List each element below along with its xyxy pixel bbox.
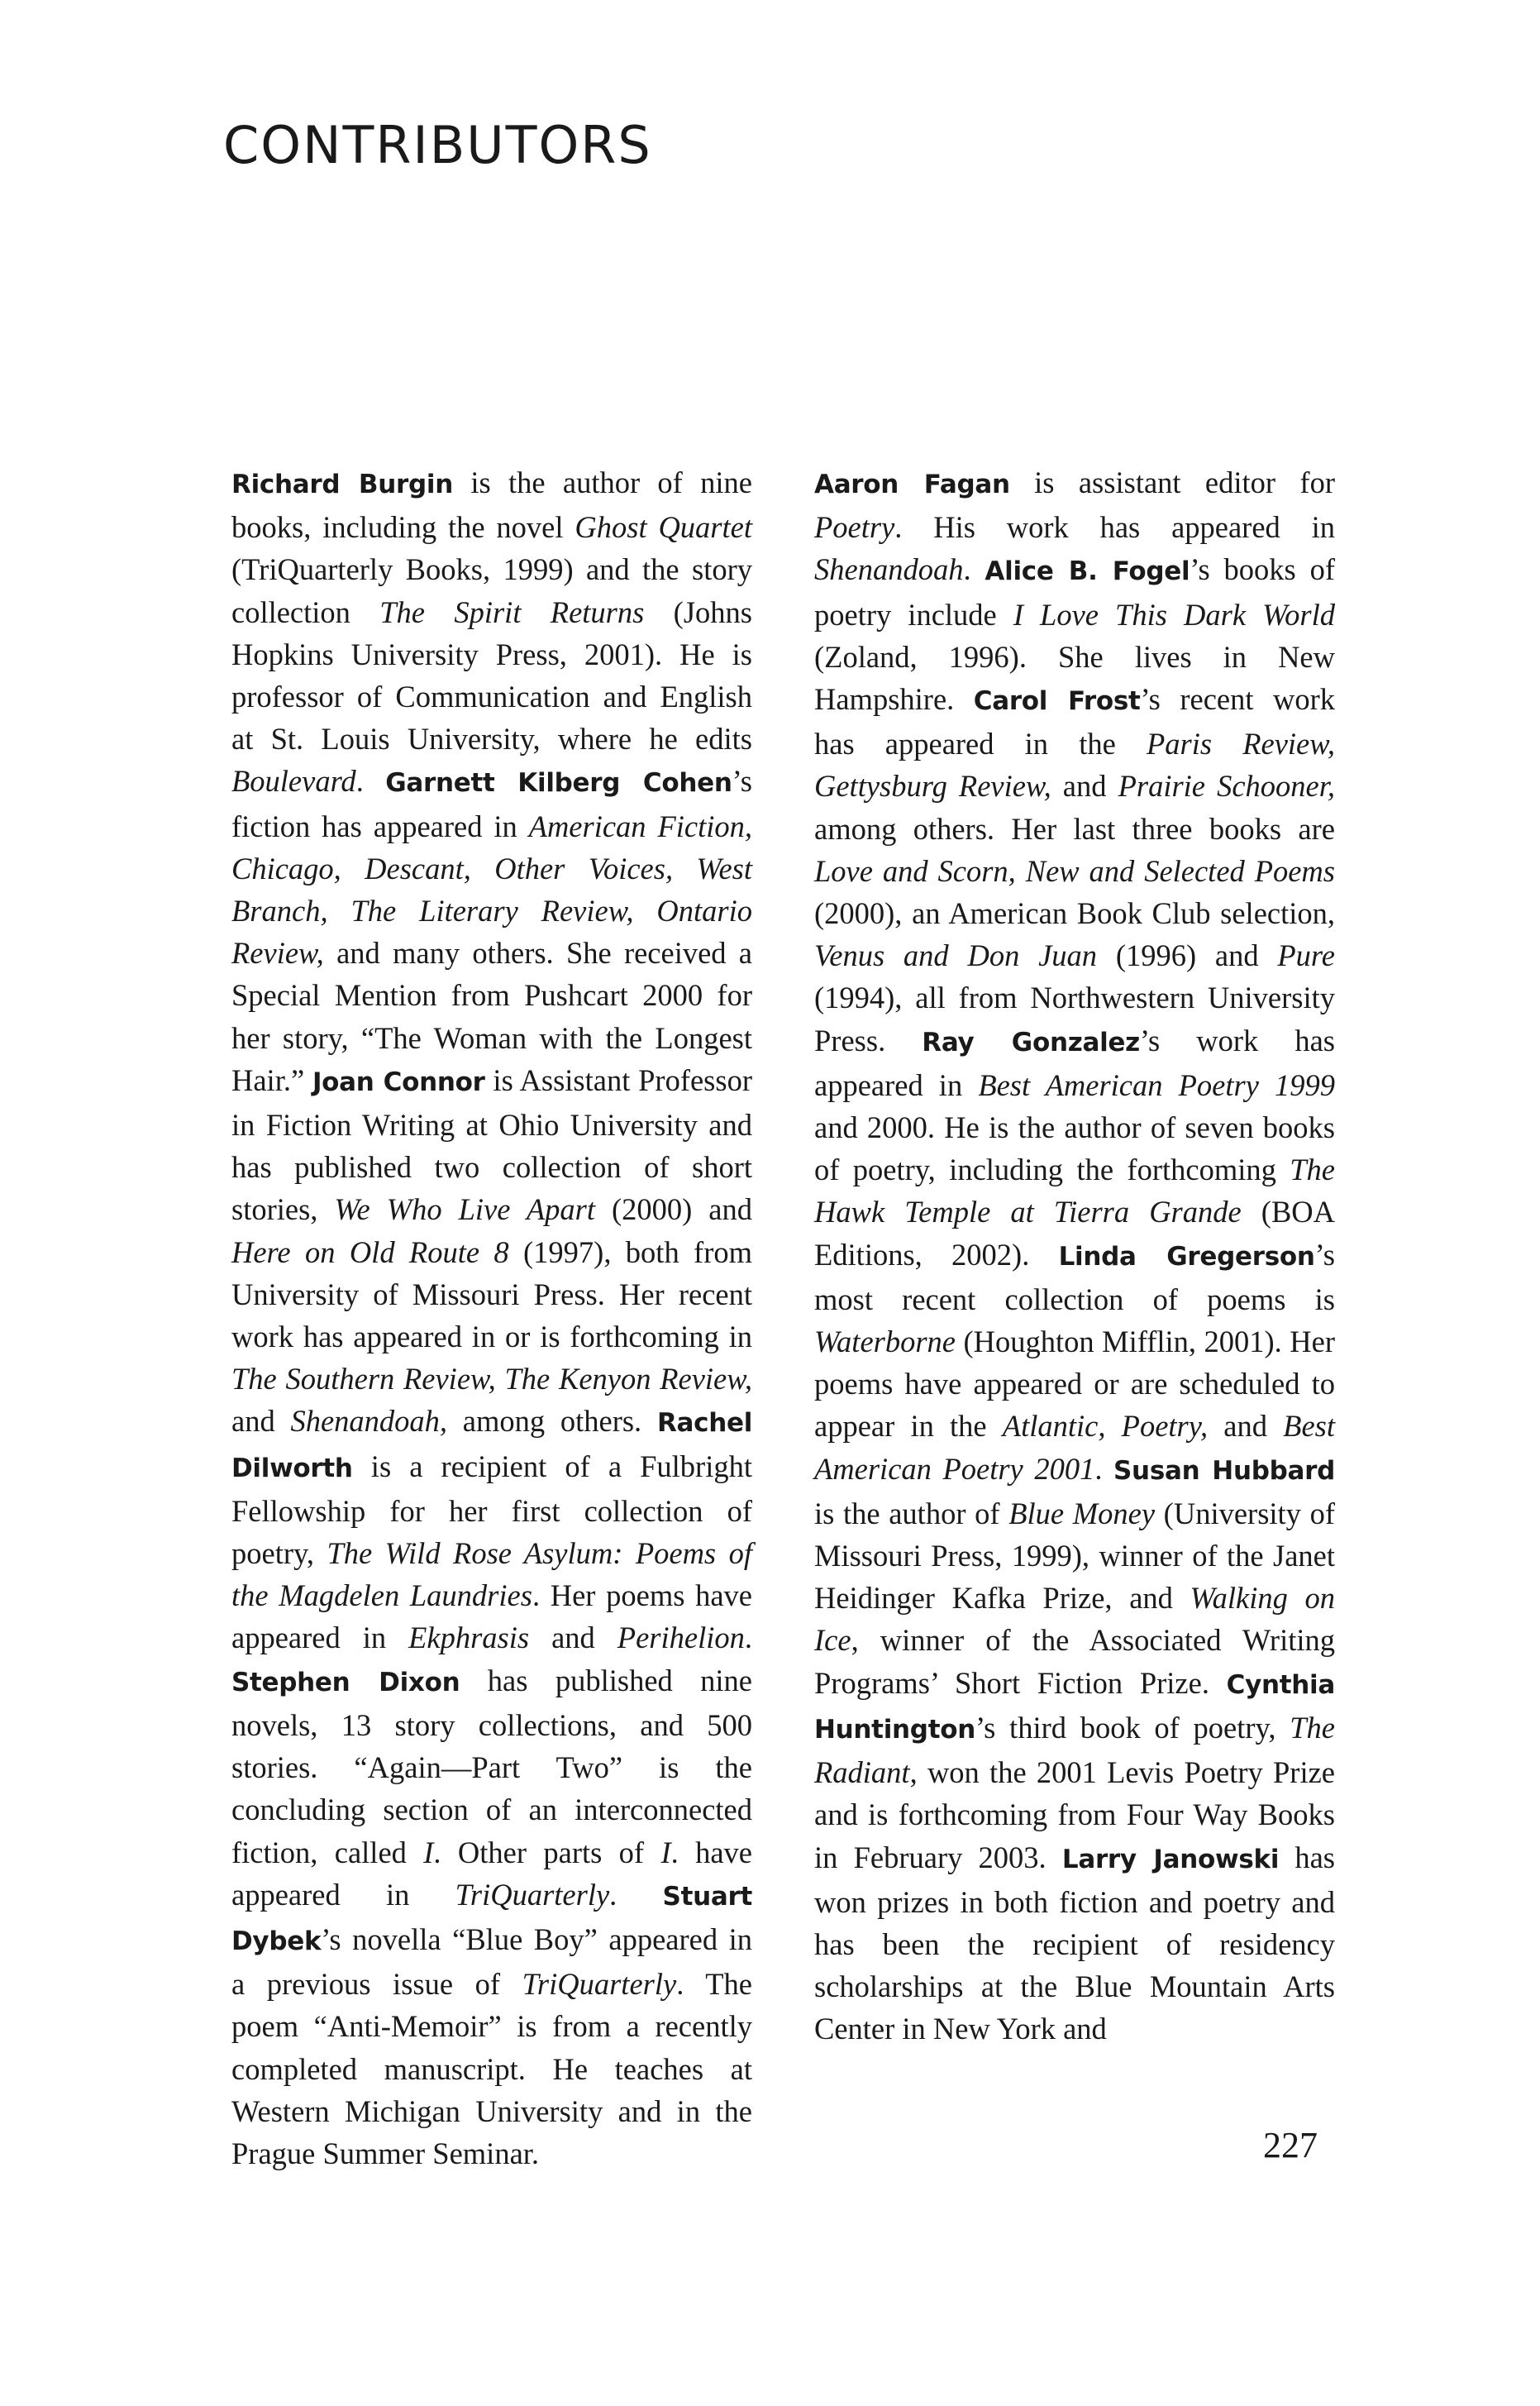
bio-title: Walking on Ice bbox=[814, 1581, 1335, 1658]
bio-title: Shenandoah, bbox=[290, 1404, 448, 1439]
bio-text: . have appeared in bbox=[231, 1835, 752, 1912]
bio-text: (Zoland, 1996). She lives in New Hampshire. bbox=[814, 639, 1335, 717]
bio-text: has published nine novels, 13 story collections, and 500 stories. “Again—Part Two” is the concluding section of an interconnected fiction, called bbox=[231, 1663, 752, 1869]
contributor-name: Stephen Dixon bbox=[231, 1667, 460, 1697]
contributor-name: Linda Gregerson bbox=[1058, 1241, 1315, 1272]
contributor-name: Carol Frost bbox=[973, 686, 1141, 717]
contributor-name: Richard Burgin bbox=[231, 470, 453, 499]
bio-text: novella “Blue Boy” appeared in a previous issue of bbox=[231, 1921, 752, 2002]
name-suffix: ’s bbox=[321, 1921, 341, 1956]
bio-title: Perihelion bbox=[617, 1621, 745, 1655]
bio-text: . bbox=[1094, 1451, 1103, 1486]
contributor-entry-connor bbox=[231, 1063, 752, 1439]
bio-text: work has appeared in bbox=[814, 1023, 1335, 1102]
bio-title: Blue Money bbox=[1008, 1496, 1156, 1530]
bio-text: and bbox=[529, 1621, 617, 1655]
name-suffix: ’s bbox=[1139, 1023, 1161, 1057]
bio-title: Here on Old Route 8 bbox=[231, 1234, 509, 1269]
bio-text: . His work has appeared in bbox=[894, 510, 1335, 545]
name-suffix: ’s bbox=[1314, 1237, 1335, 1272]
contributor-entry-frost bbox=[814, 682, 1335, 1057]
contributor-name: Joan Connor bbox=[312, 1067, 485, 1097]
bio-text: (Houghton Mifflin, 2001). Her poems have appeared or are scheduled to appear in the bbox=[814, 1325, 1335, 1444]
bio-title: Poetry bbox=[814, 510, 895, 545]
bio-text: (2000) and bbox=[594, 1192, 753, 1227]
bio-title: The Southern Review, The Kenyon Review, bbox=[231, 1362, 752, 1396]
bio-text: . bbox=[355, 764, 364, 799]
bio-text: . bbox=[744, 1621, 752, 1655]
bio-title: The Spirit Returns bbox=[379, 594, 645, 629]
bio-text: , won the 2001 Levis Poetry Prize and is forthcoming from Four Way Books in February 2003. bbox=[814, 1755, 1335, 1874]
contributor-entry-dybek bbox=[231, 1878, 752, 2170]
bio-title: Pure bbox=[1277, 938, 1335, 973]
bio-text: (University of Missouri Press, 1999), winner of the Janet Heidinger Kafka Prize, and bbox=[814, 1496, 1335, 1616]
bio-text: and bbox=[1208, 1409, 1284, 1444]
contributor-entry-hubbard bbox=[814, 1452, 1335, 1700]
contributor-entry-burgin bbox=[231, 465, 752, 798]
bio-text: . Other parts of bbox=[433, 1835, 661, 1869]
contributor-name: Larry Janowski bbox=[1061, 1844, 1280, 1874]
left-column bbox=[231, 461, 752, 2174]
bio-title: I bbox=[660, 1835, 671, 1869]
bio-text: recent work has appeared in the bbox=[814, 682, 1335, 761]
bio-text: (2000), an American Book Club selection, bbox=[814, 896, 1335, 931]
bio-title: Best American Poetry 1999 bbox=[978, 1067, 1335, 1102]
bio-text: is Assistant Professor in Fiction Writing at Ohio University and has published two collection of short stories, bbox=[231, 1062, 752, 1227]
contributor-name: Rachel Dilworth bbox=[231, 1408, 753, 1483]
bio-text: has won prizes in both fiction and poetry and has been the recipient of residency scholarships at the Blue Mountain Arts Center in New York and bbox=[814, 1840, 1336, 2046]
bio-title: TriQuarterly bbox=[522, 1967, 677, 2002]
contributor-entry-cohen bbox=[231, 764, 752, 1096]
bio-text: (1994), all from Northwestern University Press. bbox=[814, 981, 1335, 1057]
contributor-name: Susan Hubbard bbox=[1113, 1455, 1335, 1486]
contributor-entry-gregerson bbox=[814, 1238, 1335, 1486]
bio-text: (1996) and bbox=[1097, 938, 1278, 973]
contributor-name: Stuart Dybek bbox=[231, 1881, 752, 1956]
name-suffix: ’s bbox=[732, 764, 752, 799]
name-suffix: ’s bbox=[1190, 552, 1210, 587]
bio-title: Ghost Quartet bbox=[575, 510, 752, 545]
bio-title: American Fiction, Chicago, Descant, Other Voices, West Branch, The Literary Review, Ontario Review, bbox=[231, 809, 753, 971]
bio-text: is a recipient of a Fulbright Fellowship for her first collection of poetry, bbox=[231, 1449, 752, 1571]
bio-text: (1997), both from University of Missouri Press. Her recent work has appeared in or is forthcoming in bbox=[231, 1234, 753, 1354]
bio-text: most recent collection of poems is bbox=[814, 1282, 1335, 1316]
bio-title: Prairie Schooner, bbox=[1118, 769, 1335, 804]
contributor-name: Ray Gonzalez bbox=[922, 1027, 1140, 1057]
bio-title: TriQuarterly bbox=[455, 1877, 610, 1912]
bio-text: and many others. She received a Special Mention from Pushcart 2000 for her story, “The Woman with the Longest Hair.” bbox=[231, 936, 752, 1097]
bio-text: and bbox=[231, 1404, 291, 1439]
bio-text: . The poem “Anti-Memoir” is from a recently completed manuscript. He teaches at Western Michigan University and in the Prague Summer Seminar. bbox=[231, 1967, 752, 2170]
bio-text: is the author of bbox=[814, 1496, 1009, 1530]
bio-text: and bbox=[1051, 769, 1118, 804]
bio-text: among others. Her last three books are bbox=[814, 811, 1335, 846]
bio-title: Shenandoah bbox=[814, 552, 964, 587]
bio-title: Ekphrasis bbox=[408, 1621, 530, 1655]
bio-text: (Johns Hopkins University Press, 2001). He is professor of Communication and English at St. Louis University, where he edits bbox=[231, 594, 752, 757]
contributor-entry-dixon bbox=[231, 1664, 752, 1912]
bio-title: Paris Review, Gettysburg Review, bbox=[814, 727, 1335, 804]
right-column bbox=[814, 461, 1335, 2050]
bio-title: We Who Live Apart bbox=[334, 1192, 595, 1227]
page-number: 227 bbox=[1263, 2125, 1318, 2165]
bio-title: Best American Poetry 2001 bbox=[814, 1409, 1335, 1486]
page-title: CONTRIBUTORS bbox=[223, 115, 652, 175]
bio-text: . bbox=[609, 1877, 617, 1912]
bio-text: (TriQuarterly Books, 1999) and the story collection bbox=[231, 552, 752, 629]
bio-title: Love and Scorn, New and Selected Poems bbox=[814, 853, 1335, 888]
bio-title: I bbox=[423, 1835, 434, 1869]
bio-text: fiction has appeared in bbox=[231, 809, 529, 843]
bio-text: . Her poems have appeared in bbox=[231, 1578, 752, 1655]
bio-text: books of poetry include bbox=[814, 552, 1336, 632]
bio-title: I Love This Dark World bbox=[1013, 597, 1335, 632]
contributor-name: Garnett Kilberg Cohen bbox=[385, 768, 732, 799]
name-suffix: ’s bbox=[975, 1710, 996, 1745]
contributor-name: Cynthia Huntington bbox=[814, 1669, 1335, 1745]
bio-title: Boulevard bbox=[231, 764, 356, 799]
bio-title: The Hawk Temple at Tierra Grande bbox=[814, 1153, 1335, 1229]
contributor-name: Aaron Fagan bbox=[814, 470, 1010, 499]
bio-title: The Wild Rose Asylum: Poems of the Magdelen Laundries bbox=[231, 1536, 752, 1613]
bio-text: is assistant editor for bbox=[1009, 465, 1335, 499]
bio-text: among others. bbox=[447, 1404, 642, 1439]
bio-text: is the author of nine books, including the novel bbox=[231, 465, 752, 545]
contributor-entry-gonzalez bbox=[814, 1024, 1335, 1272]
bio-text: third book of poetry, bbox=[995, 1710, 1290, 1745]
contributor-name: Alice B. Fogel bbox=[985, 556, 1190, 587]
bio-text: , winner of the Associated Writing Programs’ Short Fiction Prize. bbox=[814, 1623, 1335, 1700]
name-suffix: ’s bbox=[1140, 682, 1161, 717]
bio-title: Atlantic, Poetry, bbox=[1002, 1409, 1209, 1444]
bio-text: and 2000. He is the author of seven books of poetry, including the forthcoming bbox=[814, 1110, 1335, 1187]
bio-title: The Radiant bbox=[814, 1710, 1335, 1790]
bio-title: Venus and Don Juan bbox=[814, 938, 1098, 973]
bio-text: (BOA Editions, 2002). bbox=[814, 1195, 1336, 1272]
contributor-entry-dilworth bbox=[231, 1404, 752, 1654]
bio-title: Waterborne bbox=[814, 1325, 956, 1359]
bio-text: . bbox=[963, 552, 971, 587]
